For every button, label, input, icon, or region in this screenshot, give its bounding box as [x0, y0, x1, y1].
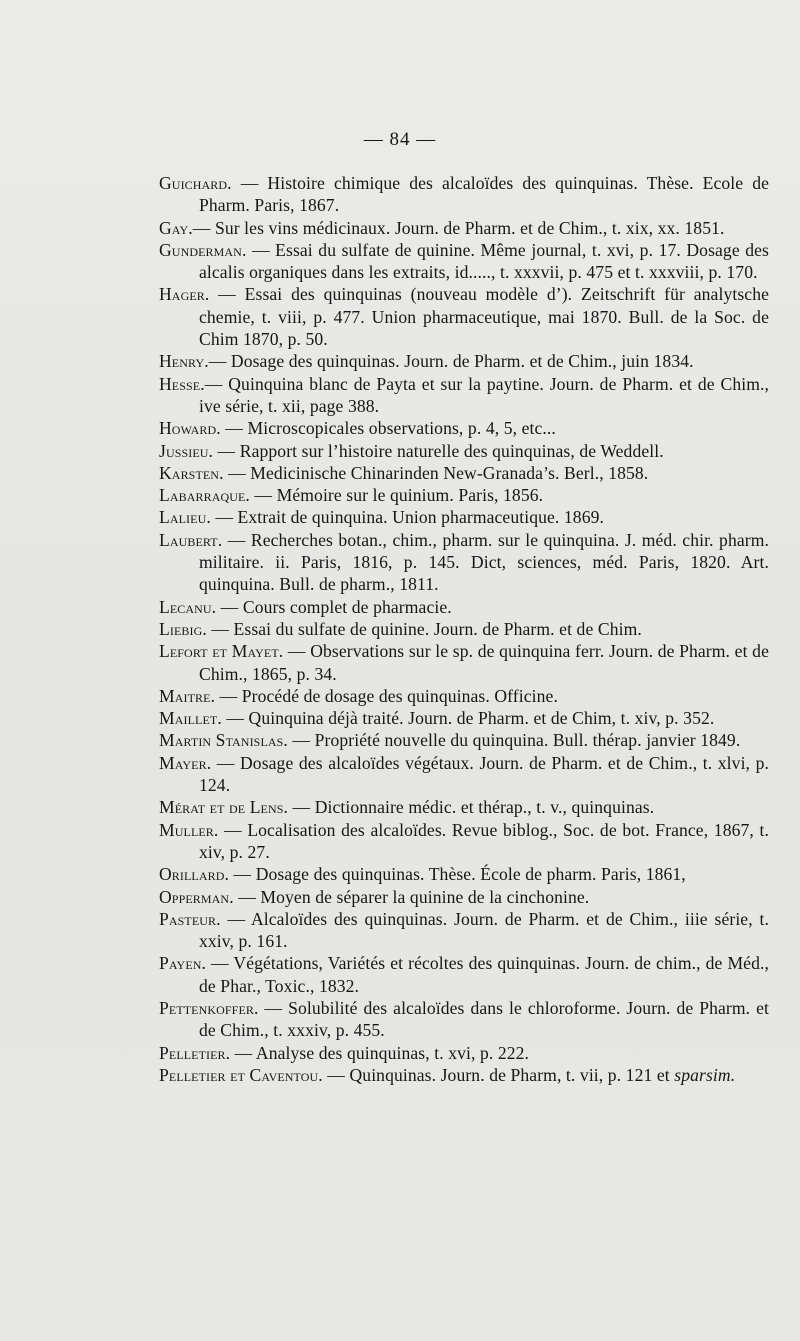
entry-text: — Végétations, Variétés et récoltes des quinquinas. Journ. de chim., de Méd., de Phar., Toxic., 1832.: [199, 953, 769, 996]
entry-author: Lecanu.: [159, 596, 217, 617]
entry-author: Pettenkoffer.: [159, 997, 259, 1018]
entry-author: Labarraque.: [159, 485, 250, 506]
entry-text: — Medicinische Chinarinden New-Granada’s. Berl., 1858.: [223, 462, 649, 483]
entry-text: — Quinquina blanc de Payta et sur la paytine. Journ. de Pharm. et de Chim., ive série, t. xii, page 388.: [199, 373, 769, 416]
bibliography-entry: [159, 1042, 769, 1064]
entry-text: — Alcaloïdes des quinquinas. Journ. de Pharm. et de Chim., iiie série, t. xxiv, p. 161.: [199, 908, 769, 952]
bibliography-entry: [159, 908, 769, 953]
bibliography-entry: [159, 640, 769, 685]
bibliography-entry: [159, 283, 769, 350]
bibliography-entry: [159, 484, 769, 506]
entry-author: Hesse.: [159, 373, 205, 394]
entry-text: — Histoire chimique des alcaloïdes des quinquinas. Thèse. Ecole de Pharm. Paris, 1867.: [199, 173, 769, 216]
entry-text: — Dictionnaire médic. et thérap., t. v., quinquinas.: [288, 797, 655, 818]
bibliography-entry: [159, 863, 769, 885]
bibliography-entry: [159, 685, 769, 707]
bibliography-entry: [159, 172, 769, 217]
entry-author: Gay.: [159, 217, 193, 238]
entry-text: — Localisation des alcaloïdes. Revue biblog., Soc. de bot. France, 1867, t. xiv, p. 27.: [199, 819, 769, 862]
bibliography-entry: [159, 752, 769, 797]
entry-author: Guichard.: [159, 173, 232, 193]
entry-text: — Propriété nouvelle du quinquina. Bull. thérap. janvier 1849.: [287, 730, 741, 751]
entry-author: Pasteur.: [159, 908, 221, 929]
entry-text: — Quinquina déjà traité. Journ. de Pharm. et de Chim, t. xiv, p. 352.: [221, 708, 715, 729]
entry-author: Gunderman.: [159, 239, 247, 260]
bibliography-entry: [159, 350, 769, 372]
entry-author: Payen.: [159, 953, 207, 974]
entry-text: — Cours complet de pharmacie.: [216, 596, 452, 617]
entry-author: Howard.: [159, 418, 221, 439]
bibliography-entry: [159, 707, 769, 729]
entry-text: — Extrait de quinquina. Union pharmaceutique. 1869.: [210, 507, 604, 528]
entry-author: Orillard.: [159, 864, 230, 885]
bibliography-entry: [159, 997, 769, 1042]
entry-text: — Essai du sulfate de quinine. Journ. de Pharm. et de Chim.: [206, 618, 642, 639]
entry-author: Muller.: [159, 819, 219, 840]
entry-author: Opperman.: [159, 886, 234, 907]
entry-text: — Recherches botan., chim., pharm. sur le quinquina. J. méd. chir. pharm. militaire. ii. Paris, 1816, p. 145. Dict, sciences, méd. Paris, 1820. Art. quinquina. Bull. de pharm., 1811.: [199, 529, 769, 595]
entry-author: Maitre.: [159, 685, 216, 706]
entry-text: — Mémoire sur le quinium. Paris, 1856.: [249, 485, 544, 506]
entry-author: Martin Stanislas.: [159, 730, 288, 751]
entry-author: Maillet.: [159, 708, 222, 729]
entry-text: — Rapport sur l’histoire naturelle des quinquinas, de Weddell.: [213, 440, 664, 461]
bibliography-entry: [159, 529, 769, 596]
entry-author: Hager.: [159, 284, 210, 305]
entry-text: — Solubilité des alcaloïdes dans le chloroforme. Journ. de Pharm. et de Chim., t. xxxiv, p. 455.: [199, 997, 769, 1041]
bibliography-entry: [159, 506, 769, 528]
entry-author: Henry.: [159, 351, 209, 372]
entry-author: Jussieu.: [159, 440, 214, 461]
entry-author: Mayer.: [159, 752, 212, 773]
entry-text: — Dosage des quinquinas. Thèse. École de pharm. Paris, 1861,: [229, 864, 686, 885]
entry-author: Lalieu.: [159, 507, 211, 528]
entry-text: — Essai des quinquinas (nouveau modèle d’). Zeitschrift für analytsche chemie, t. viii, p. 477. Union pharmaceutique, mai 1870. Bull. de la Soc. de Chim 1870, p. 50.: [199, 284, 769, 350]
bibliography-entry: [159, 819, 769, 864]
entry-text: — Observations sur le sp. de quinquina ferr. Journ. de Pharm. et de Chim., 1865, p. 34.: [199, 641, 769, 684]
bibliography-entry: [159, 596, 769, 618]
bibliography-entry: [159, 417, 769, 439]
entry-text: — Dosage des quinquinas. Journ. de Pharm. et de Chim., juin 1834.: [208, 351, 694, 372]
bibliography-list: [159, 172, 769, 1086]
bibliography-entry: [159, 729, 769, 751]
bibliography-entry: [159, 217, 769, 239]
bibliography-entry: [159, 618, 769, 640]
entry-author: Liebig.: [159, 618, 207, 639]
entry-italic-text: sparsim.: [674, 1064, 736, 1085]
entry-text: — Procédé de dosage des quinquinas. Officine.: [215, 685, 558, 706]
entry-author: Lefort et Mayet.: [159, 641, 284, 662]
bibliography-entry: [159, 462, 769, 484]
entry-author: Mérat et de Lens.: [159, 797, 289, 818]
bibliography-entry: [159, 239, 769, 284]
bibliography-entry: [159, 886, 769, 908]
bibliography-entry: [159, 440, 769, 462]
entry-text: — Quinquinas. Journ. de Pharm, t. vii, p. 121 et: [322, 1064, 675, 1085]
entry-text: — Essai du sulfate de quinine. Même journal, t. xvi, p. 17. Dosage des alcalis organiques dans les extraits, id....., t. xxxvii, p. 475 et t. xxxviii, p. 170.: [199, 239, 769, 283]
entry-author: Laubert.: [159, 529, 223, 550]
page-number: — 84 —: [363, 129, 437, 150]
entry-text: — Sur les vins médicinaux. Journ. de Pharm. et de Chim., t. xix, xx. 1851.: [192, 217, 725, 238]
entry-author: Pelletier et Caventou.: [159, 1064, 323, 1085]
entry-author: Karsten.: [159, 462, 224, 483]
entry-text: — Dosage des alcaloïdes végétaux. Journ. de Pharm. et de Chim., t. xlvi, p. 124.: [199, 752, 769, 796]
entry-text: — Analyse des quinquinas, t. xvi, p. 222.: [230, 1042, 530, 1063]
bibliography-entry: [159, 373, 769, 418]
bibliography-entry: [159, 1064, 769, 1086]
entry-text: — Microscopicales observations, p. 4, 5, etc...: [220, 418, 556, 439]
bibliography-entry: [159, 796, 769, 818]
bibliography-entry: [159, 952, 769, 997]
entry-author: Pelletier.: [159, 1042, 231, 1063]
entry-text: — Moyen de séparer la quinine de la cinchonine.: [233, 886, 590, 907]
